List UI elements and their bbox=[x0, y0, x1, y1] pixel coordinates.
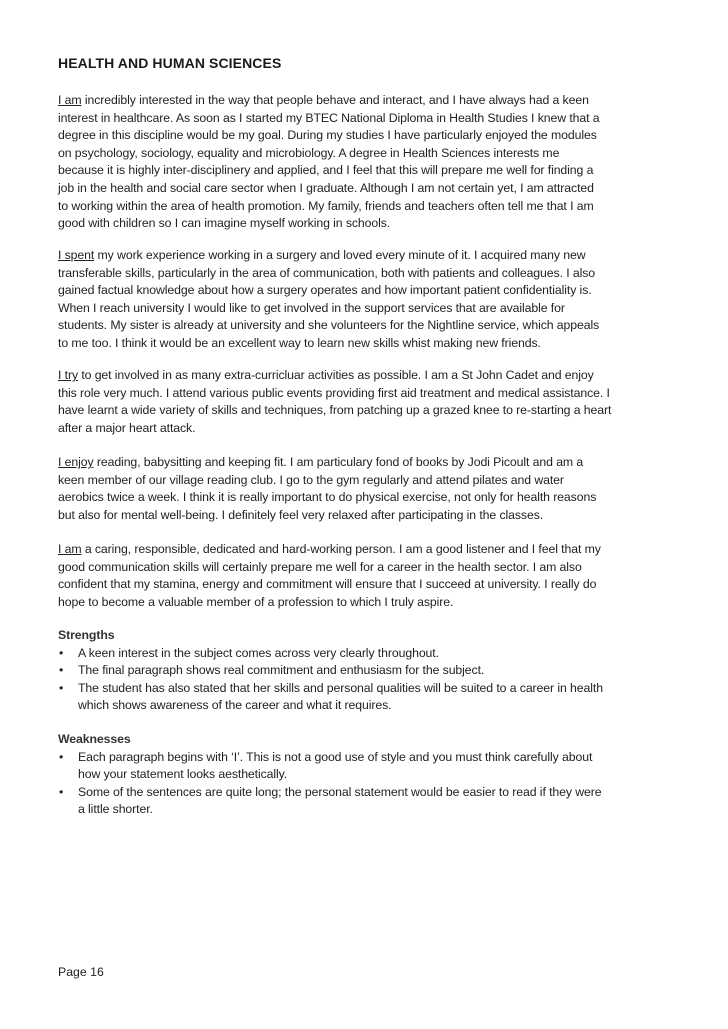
text-line: hope to become a valuable member of a profession to which I truly aspire. bbox=[58, 594, 454, 609]
text-line: confident that my stamina, energy and commitment will ensure that I succeed at university. I really do bbox=[58, 577, 597, 592]
text-line: • Some of the sentences are quite long; the personal statement would be easier to read if they were bbox=[78, 784, 602, 799]
page-number: Page 16 bbox=[58, 965, 104, 979]
lead-words: I enjoy bbox=[58, 455, 94, 469]
lead-words: I spent bbox=[58, 248, 95, 262]
text-line: good with children so I can imagine myself working in schools. bbox=[58, 216, 391, 231]
text-line: because it is highly inter-disciplinery and applied, and I feel that this will prepare me well for finding a bbox=[58, 163, 594, 178]
text-line: job in the health and social care sector when I graduate. Although I am not certain yet, I am attracted bbox=[58, 180, 594, 195]
paragraph-2 bbox=[58, 247, 599, 353]
text-line: • The final paragraph shows real commitment and enthusiasm for the subject. bbox=[78, 663, 485, 678]
weaknesses-section bbox=[58, 731, 602, 819]
lead-words: I am bbox=[58, 93, 82, 107]
weakness-item bbox=[58, 749, 602, 784]
paragraph-3 bbox=[58, 367, 611, 437]
lead-words: I am bbox=[58, 542, 82, 556]
text-line: aerobics twice a week. I think it is really important to do physical exercise, not only for health reasons bbox=[58, 490, 597, 505]
page-title: HEALTH AND HUMAN SCIENCES bbox=[58, 55, 282, 71]
paragraph-1 bbox=[58, 92, 599, 233]
text-line: after a major heart attack. bbox=[58, 420, 196, 435]
strength-item bbox=[58, 645, 603, 663]
text-line: incredibly interested in the way that people behave and interact, and I have always had a keen bbox=[81, 93, 589, 107]
text-line: how your statement looks aesthetically. bbox=[78, 767, 288, 782]
text-line: have learnt a wide variety of skills and techniques, from patching up a grazed knee to re-starting a heart bbox=[58, 403, 612, 418]
text-line: • A keen interest in the subject comes across very clearly throughout. bbox=[78, 645, 439, 660]
text-line: this role very much. I attend various public events providing first aid treatment and medical assistance. I bbox=[58, 385, 610, 400]
strengths-section bbox=[58, 627, 603, 715]
strength-item bbox=[58, 680, 603, 715]
paragraph-5 bbox=[58, 541, 601, 611]
paragraph-4 bbox=[58, 454, 596, 524]
text-line: gained factual knowledge about how a surgery operates and how important patient confidentiality is. bbox=[58, 283, 592, 298]
weakness-item bbox=[58, 784, 602, 819]
weaknesses-heading: Weaknesses bbox=[58, 732, 131, 746]
text-line: • The student has also stated that her skills and personal qualities will be suited to a career in health bbox=[78, 680, 603, 695]
text-line: transferable skills, particularly in the area of communication, both with patients and colleagues. I also bbox=[58, 265, 596, 280]
text-line: When I reach university I would like to get involved in the support services that are available for bbox=[58, 300, 565, 315]
strengths-heading: Strengths bbox=[58, 628, 115, 642]
text-line: to get involved in as many extra-curricluar activities as possible. I am a St John Cadet and enjoy bbox=[78, 368, 594, 382]
text-line: interest in healthcare. As soon as I started my BTEC National Diploma in Health Studies I knew that a bbox=[58, 110, 600, 125]
text-line: keen member of our village reading club. I go to the gym regularly and attend pilates and water bbox=[58, 472, 564, 487]
strength-item bbox=[58, 662, 603, 680]
text-line: to me too. I think it would be an excellent way to learn new skills whist making new friends. bbox=[58, 335, 541, 350]
text-line: reading, babysitting and keeping fit. I am particulary fond of books by Jodi Picoult and am a bbox=[93, 455, 584, 469]
lead-words: I try bbox=[58, 368, 78, 382]
text-line: on psychology, sociology, equality and microbiology. A degree in Health Sciences interests me bbox=[58, 145, 560, 160]
text-line: a little shorter. bbox=[78, 802, 153, 817]
text-line: which shows awareness of the career and what it requires. bbox=[78, 698, 392, 713]
text-line: but also for mental well-being. I definitely feel very relaxed after participating in the classes. bbox=[58, 507, 544, 522]
text-line: to working within the area of health promotion. My family, friends and teachers often tell me that I am bbox=[58, 198, 594, 213]
text-line: • Each paragraph begins with ‘I’. This is not a good use of style and you must think carefully about bbox=[78, 749, 593, 764]
text-line: a caring, responsible, dedicated and hard-working person. I am a good listener and I feel that my bbox=[81, 542, 601, 556]
text-line: my work experience working in a surgery and loved every minute of it. I acquired many new bbox=[94, 248, 586, 262]
text-line: good communication skills will certainly prepare me well for a career in the health sector. I am also bbox=[58, 559, 582, 574]
text-line: students. My sister is already at university and she volunteers for the Nightline service, which appeals bbox=[58, 318, 600, 333]
text-line: degree in this discipline would be my goal. During my studies I have particularly enjoyed the modules bbox=[58, 128, 597, 143]
